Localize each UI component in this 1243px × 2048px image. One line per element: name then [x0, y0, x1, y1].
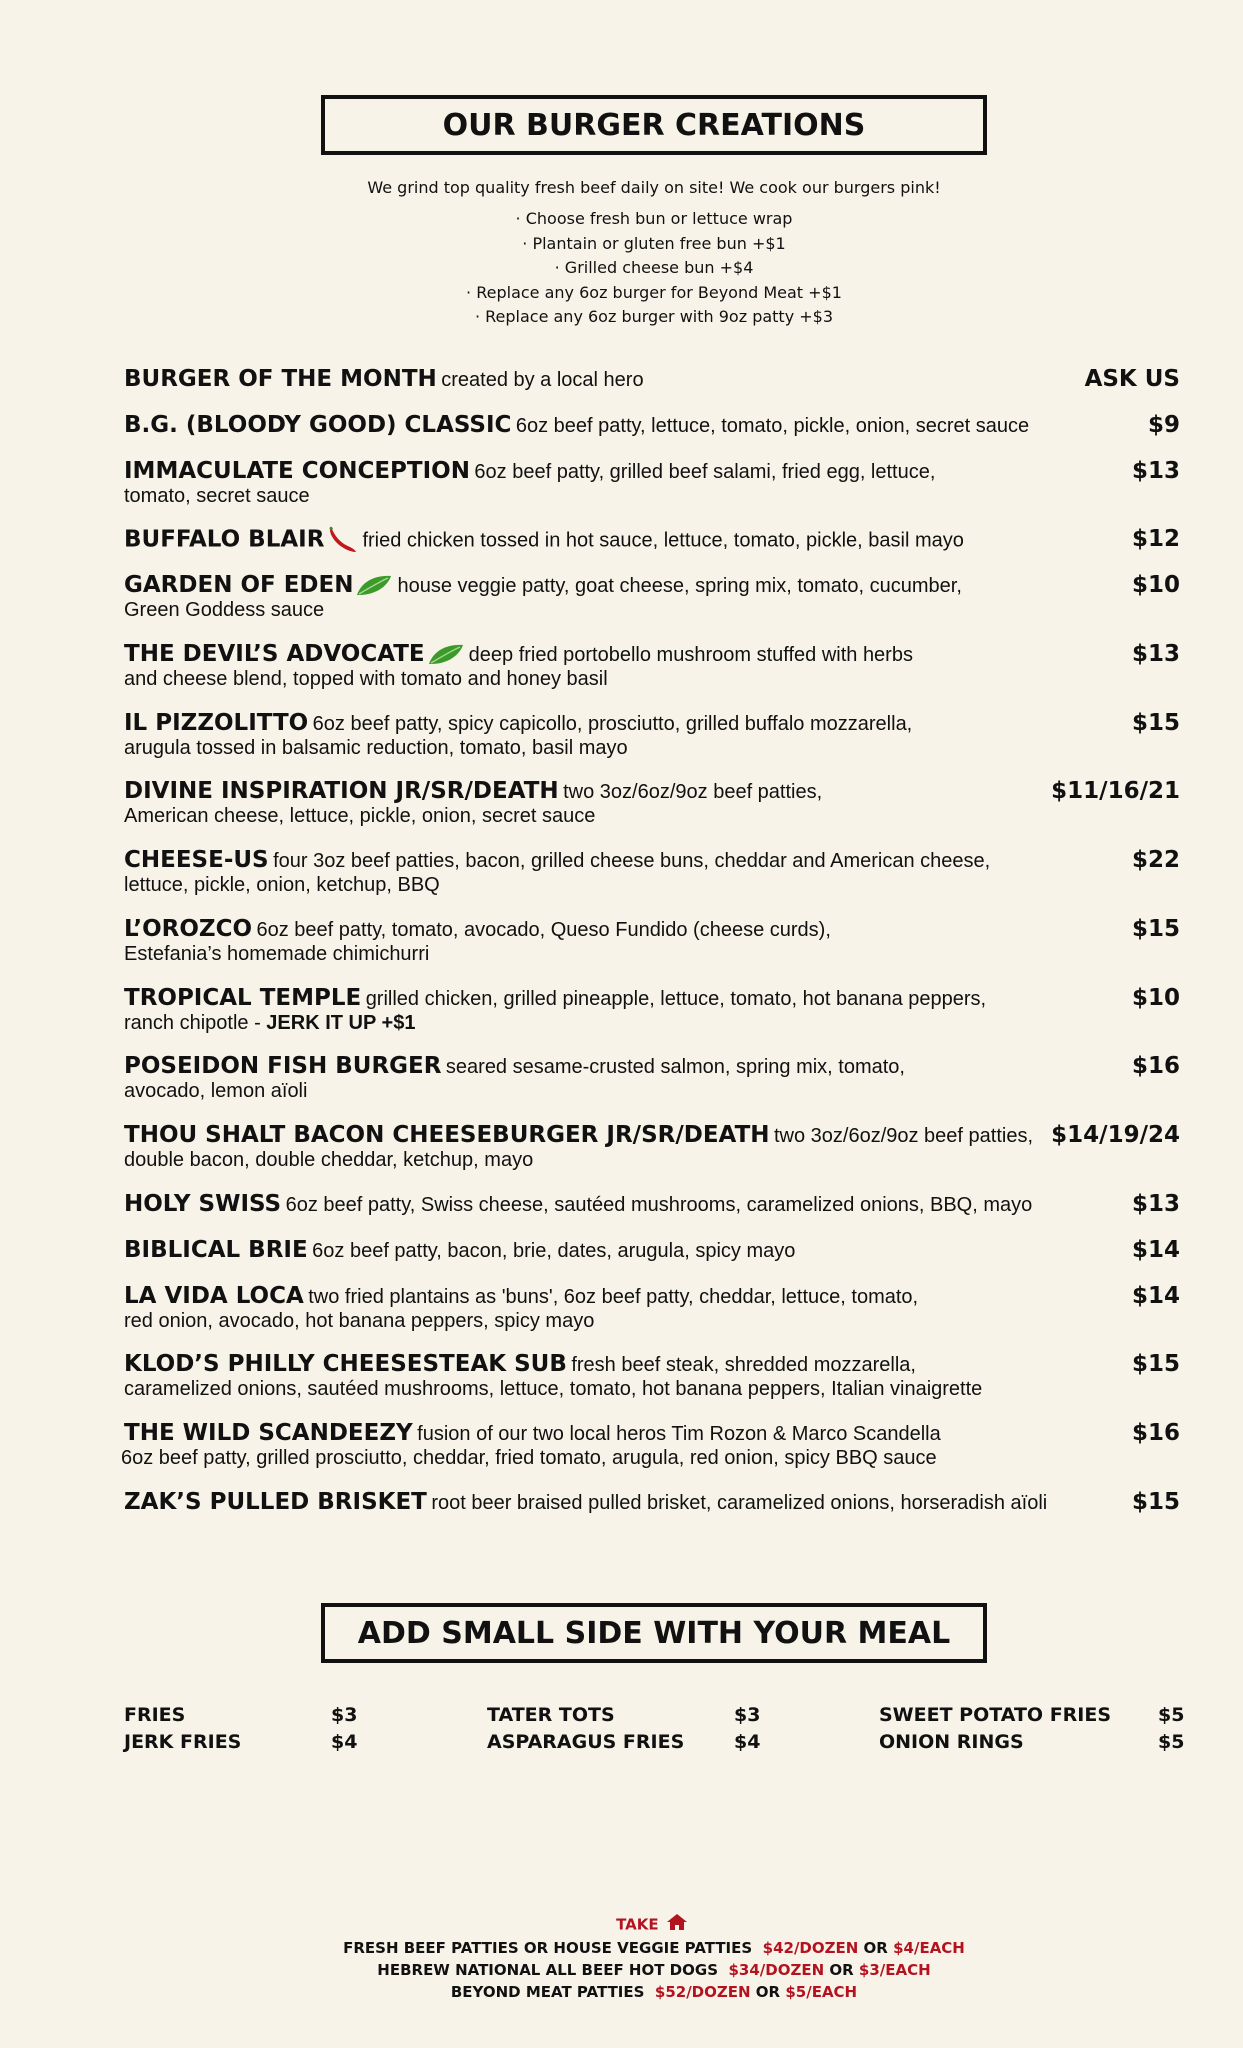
item-name: THE WILD SCANDEEZY [124, 1420, 413, 1446]
item-description: two 3oz/6oz/9oz beef patties, [773, 1125, 1034, 1147]
take-home-item: FRESH BEEF PATTIES OR HOUSE VEGGIE PATTIES [343, 1939, 753, 1957]
menu-item [124, 1489, 1180, 1519]
take-home-dozen-price: $34/DOZEN [728, 1961, 825, 1979]
item-description: fried chicken tossed in hot sauce, lettuce, tomato, pickle, basil mayo [362, 529, 964, 552]
item-description: grilled chicken, grilled pineapple, lettuce, tomato, hot banana peppers, [365, 988, 987, 1010]
side-name: FRIES [124, 1704, 186, 1726]
item-description: two 3oz/6oz/9oz beef patties, [563, 781, 823, 803]
item-name: L’OROZCO [124, 916, 253, 942]
item-name: IMMACULATE CONCEPTION [124, 458, 470, 484]
item-name: BIBLICAL BRIE [124, 1237, 308, 1263]
take-home-block [0, 1913, 1243, 2003]
menu-item [124, 847, 1180, 896]
item-description: four 3oz beef patties, bacon, grilled cheese buns, cheddar and American cheese, [273, 850, 991, 872]
take-home-line [0, 1981, 1243, 2003]
item-description: 6oz beef patty, spicy capicollo, prosciutto, grilled buffalo mozzarella, [312, 713, 913, 735]
menu-title-box [321, 95, 987, 155]
item-name: BURGER OF THE MONTH [124, 366, 437, 392]
take-home-or: OR [863, 1939, 888, 1957]
item-price: $11/16/21 [1051, 778, 1180, 804]
item-description-line2: American cheese, lettuce, pickle, onion, secret sauce [124, 805, 596, 827]
side-price: $4 [734, 1731, 761, 1753]
take-home-label: TAKE [616, 1915, 659, 1934]
item-description-line2: Green Goddess sauce [124, 599, 325, 621]
item-price: $14 [1131, 1283, 1180, 1309]
take-home-or: OR [829, 1961, 854, 1979]
side-price: $5 [1158, 1731, 1185, 1753]
item-name: POSEIDON FISH BURGER [124, 1053, 442, 1079]
side-name: ONION RINGS [879, 1731, 1024, 1753]
take-home-line [0, 1959, 1243, 1981]
jerk-upgrade-label: JERK IT UP +$1 [266, 1012, 416, 1034]
item-description-line2: tomato, secret sauce [124, 485, 310, 507]
sides-list [0, 1704, 1243, 1764]
take-home-dozen-price: $52/DOZEN [654, 1983, 751, 2001]
item-name: BUFFALO BLAIR [124, 526, 325, 553]
leaf-icon [355, 573, 393, 602]
item-price: $10 [1131, 985, 1180, 1011]
intro-block [0, 178, 1243, 330]
item-description: fusion of our two local heros Tim Rozon & Marco Scandella [417, 1423, 941, 1445]
item-description: deep fried portobello mushroom stuffed with herbs [468, 644, 913, 666]
item-name: IL PIZZOLITTO [124, 710, 309, 736]
menu-item [124, 1191, 1180, 1221]
item-name: THE DEVIL’S ADVOCATE [124, 641, 425, 667]
side-price: $3 [331, 1704, 358, 1726]
item-price: $10 [1131, 572, 1180, 598]
item-name: KLOD’S PHILLY CHEESESTEAK SUB [124, 1351, 567, 1377]
option-line: · Replace any 6oz burger with 9oz patty +$3 [474, 307, 834, 326]
item-price: $13 [1131, 458, 1180, 484]
side-name: JERK FRIES [124, 1731, 242, 1753]
menu-item [124, 985, 1180, 1034]
item-description-line2 [124, 1012, 1180, 1034]
sides-title-box [321, 1603, 987, 1663]
item-description-line2: lettuce, pickle, onion, ketchup, BBQ [124, 874, 440, 896]
item-description: root beer braised pulled brisket, caramelized onions, horseradish aïoli [431, 1492, 1048, 1514]
side-price: $5 [1158, 1704, 1185, 1726]
item-description-line2: Estefania’s homemade chimichurri [124, 943, 430, 965]
side-name: TATER TOTS [487, 1704, 615, 1726]
menu-item [124, 916, 1180, 965]
item-price: $13 [1131, 1191, 1180, 1217]
item-price: $14 [1131, 1237, 1180, 1263]
item-description: house veggie patty, goat cheese, spring mix, tomato, cucumber, [397, 575, 962, 597]
option-line: · Grilled cheese bun +$4 [554, 258, 754, 277]
item-name: CHEESE-US [124, 847, 269, 873]
option-line: · Choose fresh bun or lettuce wrap [515, 209, 793, 228]
option-line: · Replace any 6oz burger for Beyond Meat +$1 [466, 282, 842, 302]
item-description: 6oz beef patty, bacon, brie, dates, arugula, spicy mayo [312, 1240, 796, 1262]
item-price: $14/19/24 [1051, 1122, 1180, 1148]
take-home-dozen-price: $42/DOZEN [762, 1939, 859, 1957]
item-price: ASK US [1084, 366, 1180, 392]
menu-item [124, 1122, 1180, 1171]
item-description: seared sesame-crusted salmon, spring mix, tomato, [445, 1056, 905, 1078]
menu-item [124, 526, 1180, 556]
item-name: LA VIDA LOCA [124, 1283, 304, 1309]
item-name: DIVINE INSPIRATION JR/SR/DEATH [124, 778, 559, 804]
item-description-line2: double bacon, double cheddar, ketchup, mayo [124, 1149, 534, 1171]
take-home-line [0, 1937, 1243, 1959]
item-description-line2: arugula tossed in balsamic reduction, tomato, basil mayo [124, 737, 628, 759]
menu-item [124, 1237, 1180, 1267]
item-description-line2: caramelized onions, sautéed mushrooms, lettuce, tomato, hot banana peppers, Italian vinaigrette [124, 1378, 983, 1400]
item-price: $9 [1147, 412, 1180, 438]
menu-item [124, 1283, 1180, 1332]
item-name: TROPICAL TEMPLE [124, 985, 362, 1011]
menu-item [124, 458, 1180, 507]
menu-item [124, 572, 1180, 621]
side-name: SWEET POTATO FRIES [879, 1704, 1112, 1726]
take-home-each-price: $3/EACH [858, 1961, 931, 1979]
take-home-each-price: $5/EACH [785, 1983, 858, 2001]
item-description-line2: and cheese blend, topped with tomato and honey basil [124, 668, 608, 690]
item-description: fresh beef steak, shredded mozzarella, [571, 1354, 916, 1376]
take-home-or: OR [755, 1983, 781, 2001]
item-price: $15 [1131, 1489, 1180, 1515]
item-price: $15 [1131, 916, 1180, 942]
menu-item [124, 412, 1180, 442]
menu-title: OUR BURGER CREATIONS [442, 107, 866, 143]
take-home-each-price: $4/EACH [893, 1939, 965, 1957]
item-description: 6oz beef patty, tomato, avocado, Queso Fundido (cheese curds), [256, 919, 831, 941]
item-description-line2-text: ranch chipotle - [124, 1012, 267, 1034]
menu-item [121, 1420, 1180, 1469]
menu-item [124, 1351, 1180, 1400]
item-description: created by a local hero [441, 369, 644, 391]
item-description-line2: 6oz beef patty, grilled prosciutto, cheddar, fried tomato, arugula, red onion, spicy BBQ sauce [121, 1447, 937, 1469]
take-home-heading [0, 1913, 1243, 1937]
item-name: B.G. (BLOODY GOOD) CLASSIC [124, 412, 512, 438]
item-description: 6oz beef patty, grilled beef salami, fried egg, lettuce, [474, 461, 936, 483]
item-price: $16 [1131, 1420, 1180, 1446]
item-price: $15 [1131, 1351, 1180, 1377]
item-name: HOLY SWISS [124, 1191, 282, 1217]
item-price: $22 [1131, 847, 1180, 873]
item-price: $13 [1131, 641, 1180, 667]
menu-item [124, 366, 1180, 396]
item-description: 6oz beef patty, lettuce, tomato, pickle, onion, secret sauce [515, 415, 1030, 437]
item-price: $15 [1131, 710, 1180, 736]
item-name: GARDEN OF EDEN [124, 572, 354, 598]
item-price: $12 [1131, 526, 1180, 552]
menu-item [124, 641, 1180, 690]
menu-item [124, 1053, 1180, 1102]
item-name: ZAK’S PULLED BRISKET [124, 1489, 427, 1515]
menu-item [124, 778, 1180, 827]
item-description-line2: red onion, avocado, hot banana peppers, spicy mayo [124, 1310, 595, 1332]
item-name: THOU SHALT BACON CHEESEBURGER JR/SR/DEATH [124, 1122, 770, 1148]
side-name: ASPARAGUS FRIES [487, 1731, 685, 1753]
take-home-item: BEYOND MEAT PATTIES [450, 1983, 645, 2001]
house-icon [666, 1913, 688, 1937]
intro-lead: We grind top quality fresh beef daily on site! We cook our burgers pink! [367, 178, 941, 197]
option-line: · Plantain or gluten free bun +$1 [522, 233, 786, 253]
item-description: 6oz beef patty, Swiss cheese, sautéed mushrooms, caramelized onions, BBQ, mayo [285, 1194, 1033, 1216]
sides-title: ADD SMALL SIDE WITH YOUR MEAL [357, 1615, 951, 1651]
chili-pepper-icon [326, 526, 358, 559]
leaf-icon [427, 642, 465, 671]
take-home-item: HEBREW NATIONAL ALL BEEF HOT DOGS [377, 1961, 719, 1979]
item-description: two fried plantains as 'buns', 6oz beef patty, cheddar, lettuce, tomato, [308, 1286, 919, 1308]
side-price: $4 [331, 1731, 358, 1753]
side-price: $3 [734, 1704, 761, 1726]
item-description-line2: avocado, lemon aïoli [124, 1080, 308, 1102]
menu-item [124, 710, 1180, 759]
item-price: $16 [1131, 1053, 1180, 1079]
